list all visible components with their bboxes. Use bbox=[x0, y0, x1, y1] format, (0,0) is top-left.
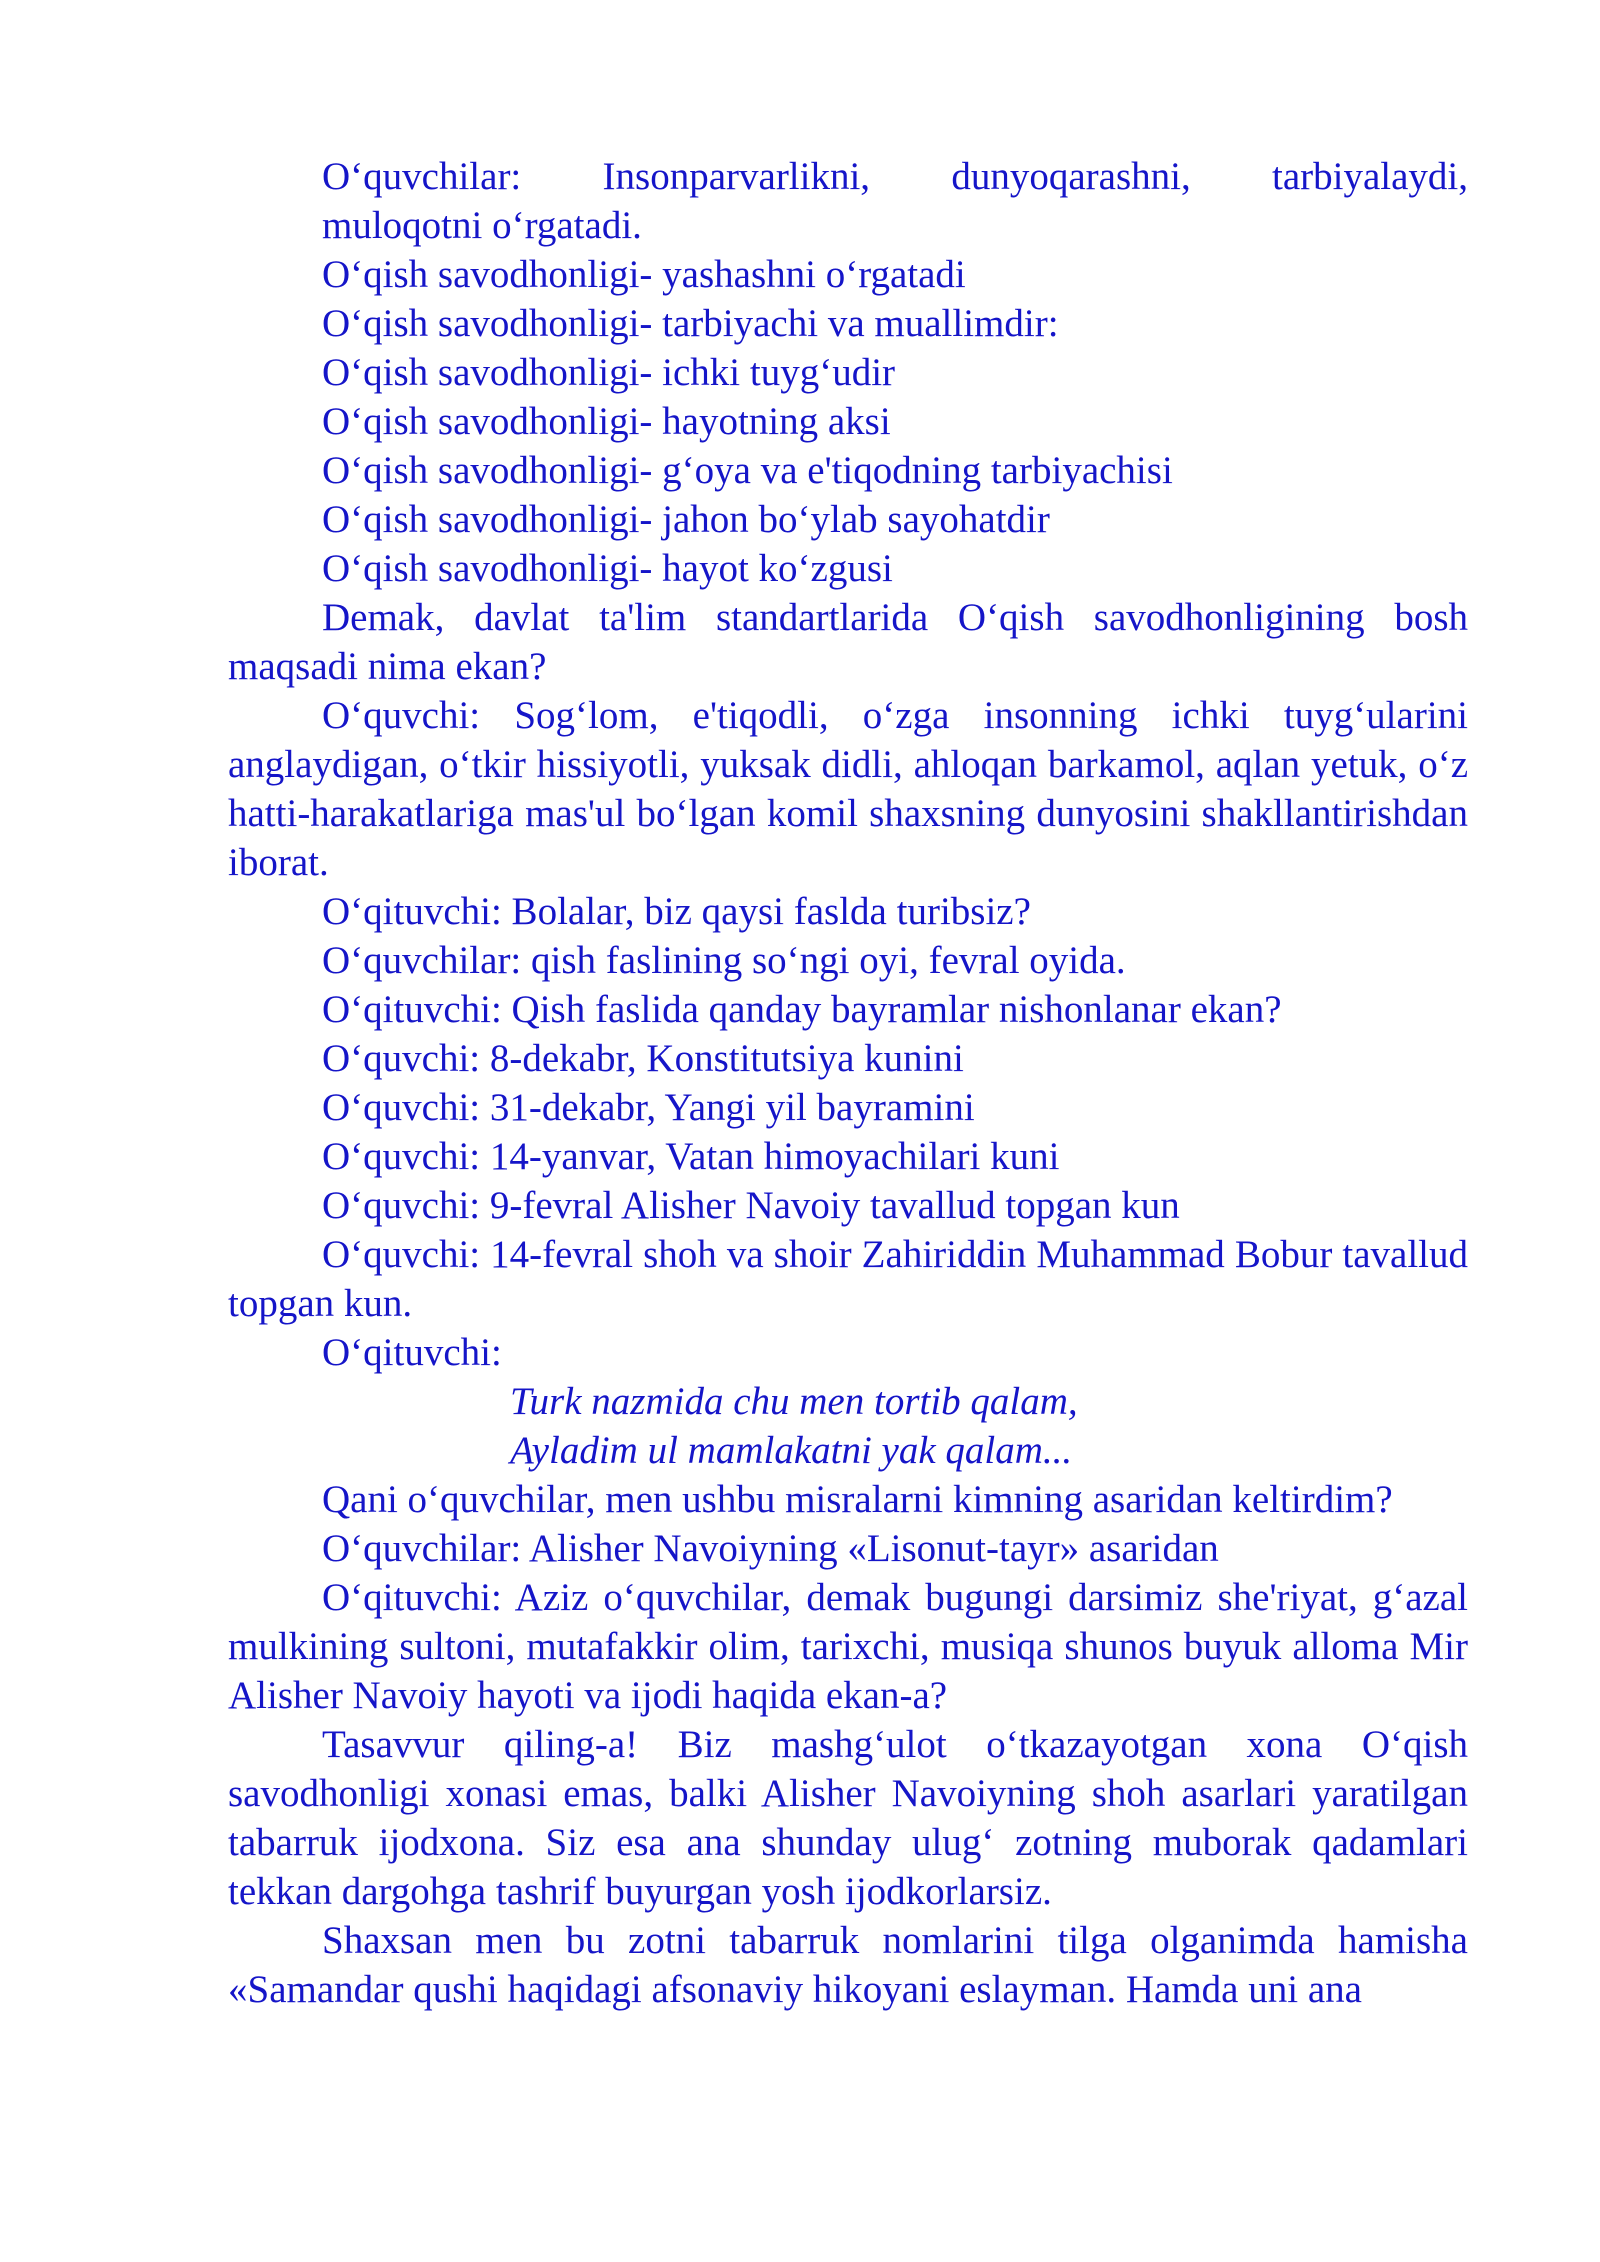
verse-line: Turk nazmida chu men tortib qalam, bbox=[510, 1380, 1078, 1423]
paragraph: O‘quvchi: 8-dekabr, Konstitutsiya kunini bbox=[322, 1037, 964, 1080]
paragraph: O‘quvchilar: Alisher Navoiyning «Lisonut-tayr» asaridan bbox=[322, 1527, 1219, 1570]
paragraph: O‘quvchi: 31-dekabr, Yangi yil bayramini bbox=[322, 1086, 975, 1129]
text-line: O‘qish savodhonligi- yashashni o‘rgatadi bbox=[322, 253, 966, 296]
verse-line: Ayladim ul mamlakatni yak qalam... bbox=[510, 1429, 1073, 1472]
text-line: O‘qish savodhonligi- hayot ko‘zgusi bbox=[322, 547, 893, 590]
paragraph: Shaxsan men bu zotni tabarruk nomlarini tilga olganimda hamisha «Samandar qushi haqidagi afsonaviy hikoyani eslayman. Hamda uni ana bbox=[228, 1919, 1468, 2011]
paragraph: O‘quvchi: 9-fevral Alisher Navoiy tavallud topgan kun bbox=[322, 1184, 1180, 1227]
paragraph: O‘quvchi: 14-yanvar, Vatan himoyachilari kuni bbox=[322, 1135, 1060, 1178]
paragraph: O‘quvchi: 14-fevral shoh va shoir Zahiriddin Muhammad Bobur tavallud topgan kun. bbox=[228, 1233, 1468, 1325]
text-line: O‘qish savodhonligi- ichki tuyg‘udir bbox=[322, 351, 896, 394]
text-line: O‘quvchilar: Insonparvarlikni, dunyoqarashni, tarbiyalaydi, bbox=[322, 155, 1468, 198]
document-page bbox=[228, 152, 1468, 2014]
text-line: O‘qish savodhonligi- tarbiyachi va muallimdir: bbox=[322, 302, 1059, 345]
text-line: O‘qish savodhonligi- jahon bo‘ylab sayohatdir bbox=[322, 498, 1050, 541]
text-line: O‘qish savodhonligi- g‘oya va e'tiqodning tarbiyachisi bbox=[322, 449, 1173, 492]
paragraph: O‘qituvchi: Aziz o‘quvchilar, demak bugungi darsimiz she'riyat, g‘azal mulkining sultoni, mutafakkir olim, tarixchi, musiqa shunos buyuk alloma Mir Alisher Navoiy hayoti va ijodi haqida ekan-a? bbox=[228, 1576, 1468, 1717]
paragraph: O‘qituvchi: bbox=[322, 1331, 502, 1374]
paragraph: O‘quvchilar: qish faslining so‘ngi oyi, fevral oyida. bbox=[322, 939, 1126, 982]
paragraph: Qani o‘quvchilar, men ushbu misralarni kimning asaridan keltirdim? bbox=[322, 1478, 1393, 1521]
paragraph: Demak, davlat ta'lim standartlarida O‘qish savodhonligining bosh maqsadi nima ekan? bbox=[228, 596, 1468, 688]
text-line: muloqotni o‘rgatadi. bbox=[322, 204, 642, 247]
paragraph: O‘qituvchi: Bolalar, biz qaysi faslda turibsiz? bbox=[322, 890, 1031, 933]
paragraph: O‘quvchi: Sog‘lom, e'tiqodli, o‘zga insonning ichki tuyg‘ularini anglaydigan, o‘tkir hissiyotli, yuksak didli, ahloqan barkamol, aqlan yetuk, o‘z hatti-harakatlariga mas'ul bo‘lgan komil shaxsning dunyosini shakllantirishdan iborat. bbox=[228, 694, 1468, 884]
paragraph: O‘qituvchi: Qish faslida qanday bayramlar nishonlanar ekan? bbox=[322, 988, 1282, 1031]
paragraph: Tasavvur qiling-a! Biz mashg‘ulot o‘tkazayotgan xona O‘qish savodhonligi xonasi emas, balki Alisher Navoiyning shoh asarlari yaratilgan tabarruk ijodxona. Siz esa ana shunday ulug‘ zotning muborak qadamlari tekkan dargohga tashrif buyurgan yosh ijodkorlarsiz. bbox=[228, 1723, 1468, 1913]
text-line: O‘qish savodhonligi- hayotning aksi bbox=[322, 400, 891, 443]
